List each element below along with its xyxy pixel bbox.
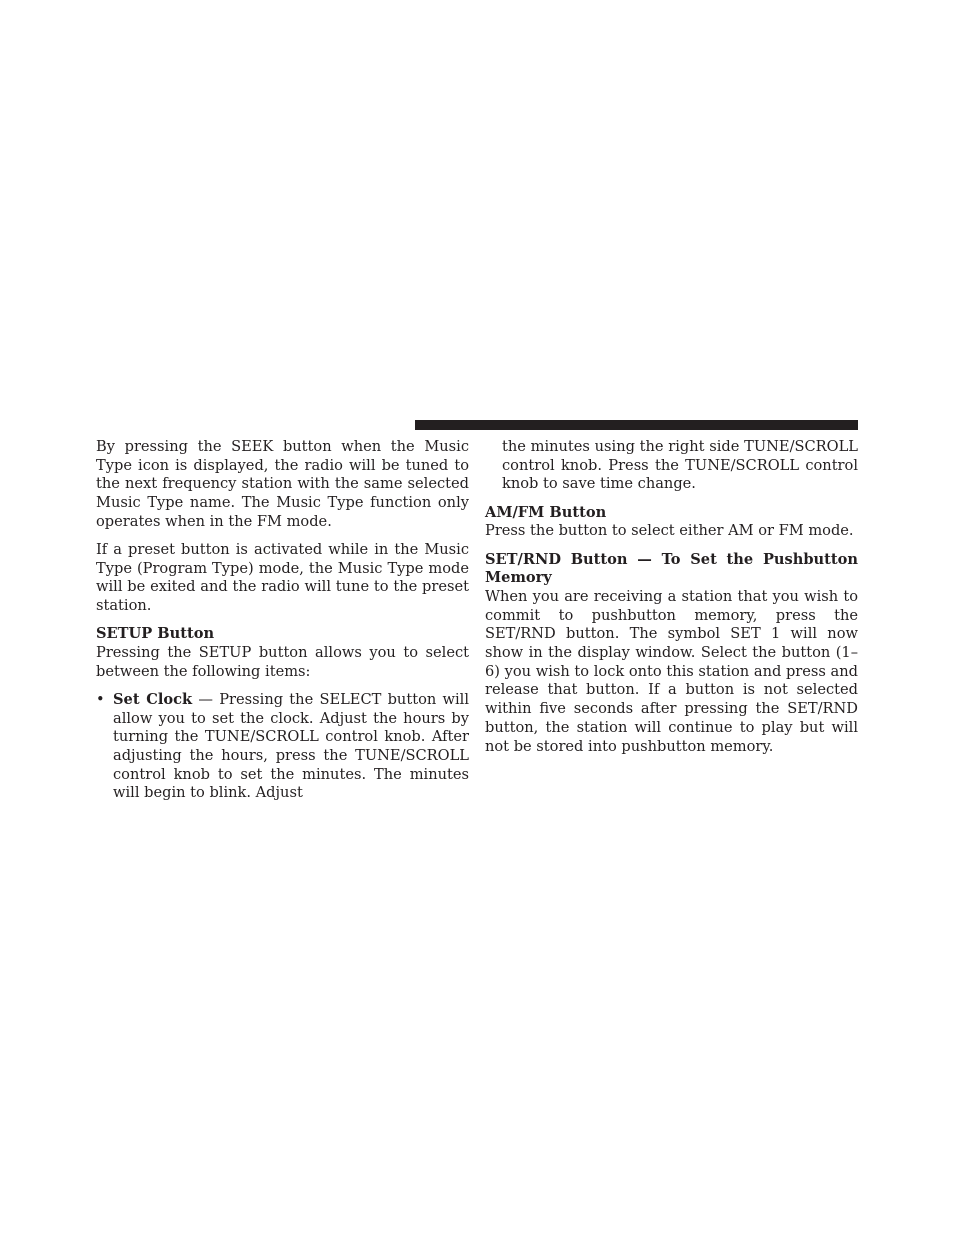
setup-button-heading: SETUP Button — [96, 625, 215, 643]
set-clock-description: — Pressing the SELECT button will allow you to set the clock. Adjust the hours by turning the TUNE/SCROLL control knob. After adjusting the hours, press the TUNE/SCROLL control knob to set the minutes. The minutes will begin to blink. Adjust — [113, 690, 469, 802]
setup-intro-paragraph: Pressing the SETUP button allows you to select between the following items: — [96, 644, 469, 680]
list-item-set-clock — [96, 691, 469, 803]
set-clock-term: Set Clock — [113, 690, 193, 708]
amfm-button-heading: AM/FM Button — [485, 503, 607, 521]
setup-items-list — [96, 691, 469, 803]
bullet-icon: • — [96, 690, 105, 708]
amfm-button-paragraph: Press the button to select either AM or FM mode. — [485, 522, 854, 540]
music-type-seek-paragraph: By pressing the SEEK button when the Music Type icon is displayed, the radio will be tuned to the next frequency station with the same selected Music Type name. The Music Type function only operates when in the FM mode. — [96, 438, 469, 530]
header-rule-bar — [415, 420, 858, 430]
preset-button-paragraph: If a preset button is activated while in the Music Type (Program Type) mode, the Music Type mode will be exited and the radio will tune to the preset station. — [96, 541, 469, 615]
set-clock-continued-paragraph: the minutes using the right side TUNE/SCROLL control knob. Press the TUNE/SCROLL control knob to save time change. — [502, 438, 858, 493]
setrnd-button-heading: SET/RND Button — To Set the Pushbutton Memory — [485, 550, 858, 587]
setrnd-button-paragraph: When you are receiving a station that you wish to commit to pushbutton memory, press the SET/RND button. The symbol SET 1 will now show in the display window. Select the button (1–6) you wish to lock onto this station and press and release that button. If a button is not selected within five seconds after pressing the SET/RND button, the station will continue to play but will not be stored into pushbutton memory. — [485, 587, 858, 755]
right-column — [485, 438, 858, 766]
left-column — [96, 438, 469, 803]
